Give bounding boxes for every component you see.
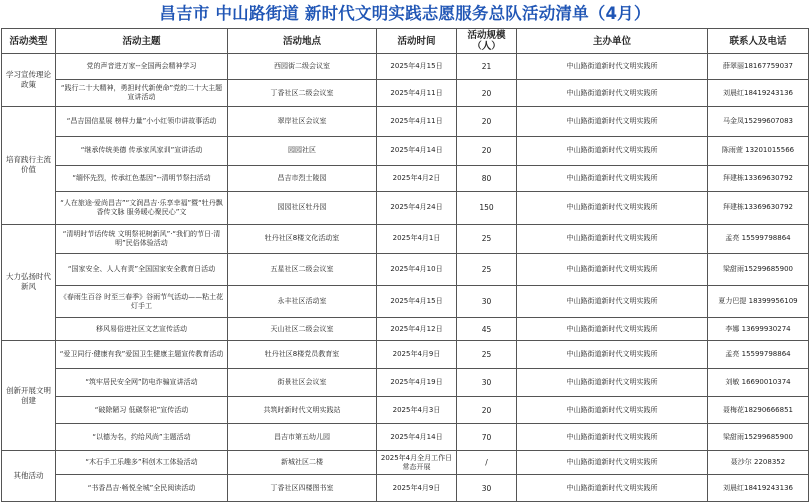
activity-place-cell: 园园社区 [228, 136, 377, 166]
activity-place-cell: 园园社区牡丹园 [228, 191, 377, 224]
table-row [2, 191, 809, 224]
activity-scale-cell: 45 [457, 318, 517, 341]
activity-scale-cell: 150 [457, 191, 517, 224]
table-header-row [2, 29, 809, 54]
header-organizer: 主办单位 [517, 29, 708, 54]
activity-place-cell: 翠岸社区会议室 [228, 106, 377, 136]
activity-scale-cell: 80 [457, 166, 517, 191]
activity-topic-cell: “木石手工乐趣多”科创木工体验活动 [56, 451, 228, 475]
activity-scale-cell: 20 [457, 106, 517, 136]
organizer-cell: 中山路街道新时代文明实践所 [517, 341, 708, 369]
activity-place-cell: 新城社区二楼 [228, 451, 377, 475]
organizer-cell: 中山路街道新时代文明实践所 [517, 368, 708, 397]
activity-time-cell: 2025年4月11日 [377, 80, 457, 106]
header-activity-topic: 活动主题 [56, 29, 228, 54]
activity-topic-cell: “清明时节话传统 文明祭祀树新风”·“我们的节日·清明”民俗体验活动 [56, 224, 228, 254]
contact-cell: 聂沙尔 2208352 [708, 451, 809, 475]
table-row [2, 224, 809, 254]
activity-scale-cell: 20 [457, 136, 517, 166]
header-contact: 联系人及电话 [708, 29, 809, 54]
activity-place-cell: 牡丹社区8楼党员教育室 [228, 341, 377, 369]
table-row [2, 451, 809, 475]
activity-place-cell: 丁香社区四楼图书室 [228, 475, 377, 502]
contact-cell: 拜建栋13369630792 [708, 191, 809, 224]
header-activity-time: 活动时间 [377, 29, 457, 54]
activity-time-cell: 2025年4月19日 [377, 368, 457, 397]
table-row [2, 254, 809, 286]
activity-scale-cell: / [457, 451, 517, 475]
activity-scale-cell: 30 [457, 368, 517, 397]
contact-cell: 刘晨红18419243136 [708, 80, 809, 106]
activity-time-cell: 2025年4月15日 [377, 286, 457, 318]
activity-time-cell: 2025年4月9日 [377, 475, 457, 502]
organizer-cell: 中山路街道新时代文明实践所 [517, 423, 708, 451]
organizer-cell: 中山路街道新时代文明实践所 [517, 166, 708, 191]
table-row [2, 423, 809, 451]
table-row [2, 368, 809, 397]
activity-place-cell: 五星社区二级会议室 [228, 254, 377, 286]
activity-scale-cell: 25 [457, 224, 517, 254]
activity-type-cell: 学习宣传理论政策 [2, 54, 56, 107]
table-body [2, 54, 809, 502]
activity-time-cell: 2025年4月11日 [377, 106, 457, 136]
organizer-cell: 中山路街道新时代文明实践所 [517, 136, 708, 166]
table-row [2, 341, 809, 369]
activity-type-cell: 培育践行主流价值 [2, 106, 56, 224]
contact-cell: 梁甜雨15299685900 [708, 423, 809, 451]
header-activity-place: 活动地点 [228, 29, 377, 54]
organizer-cell: 中山路街道新时代文明实践所 [517, 80, 708, 106]
contact-cell: 梁甜雨15299685900 [708, 254, 809, 286]
activity-topic-cell: “践行二十大精神，勇担时代新使命”党的二十大主题宣讲活动 [56, 80, 228, 106]
table-row [2, 166, 809, 191]
contact-cell: 孟亮 15599798864 [708, 341, 809, 369]
document-title: 昌吉市 中山路街道 新时代文明实践志愿服务总队活动清单（4月） [159, 4, 651, 23]
activity-topic-cell: “破除陋习 低碳祭祀”宣传活动 [56, 397, 228, 423]
activity-topic-cell: 《春雨生百谷 时至三春季》谷雨节气活动——粘土花灯手工 [56, 286, 228, 318]
organizer-cell: 中山路街道新时代文明实践所 [517, 451, 708, 475]
organizer-cell: 中山路街道新时代文明实践所 [517, 254, 708, 286]
organizer-cell: 中山路街道新时代文明实践所 [517, 224, 708, 254]
activity-type-cell: 其他活动 [2, 451, 56, 502]
activity-scale-cell: 20 [457, 80, 517, 106]
activity-scale-cell: 25 [457, 341, 517, 369]
activity-scale-cell: 30 [457, 475, 517, 502]
contact-cell: 聂梅花18290666851 [708, 397, 809, 423]
activity-time-cell: 2025年4月15日 [377, 54, 457, 80]
activity-topic-cell: “书香昌吉·畅悦全城”全民阅读活动 [56, 475, 228, 502]
table-row [2, 54, 809, 80]
contact-cell: 孟亮 15599798864 [708, 224, 809, 254]
activity-time-cell: 2025年4月14日 [377, 136, 457, 166]
organizer-cell: 中山路街道新时代文明实践所 [517, 286, 708, 318]
activity-place-cell: 昌吉市烈士陵园 [228, 166, 377, 191]
activity-place-cell: 牡丹社区8楼文化活动室 [228, 224, 377, 254]
contact-cell: 马金凤15299607083 [708, 106, 809, 136]
activity-scale-cell: 20 [457, 397, 517, 423]
activity-scale-cell: 21 [457, 54, 517, 80]
table-row [2, 475, 809, 502]
activity-scale-cell: 25 [457, 254, 517, 286]
contact-cell: 陈雨萱 13201015566 [708, 136, 809, 166]
table-row [2, 286, 809, 318]
activity-time-cell: 2025年4月1日 [377, 224, 457, 254]
activity-topic-cell: “筑牢居民安全网”防电诈骗宣讲活动 [56, 368, 228, 397]
header-activity-type: 活动类型 [2, 29, 56, 54]
table-row [2, 318, 809, 341]
activity-time-cell: 2025年4月全月工作日常态开展 [377, 451, 457, 475]
activity-time-cell: 2025年4月14日 [377, 423, 457, 451]
activity-time-cell: 2025年4月12日 [377, 318, 457, 341]
activity-topic-cell: “国家安全、人人有责”全国国家安全教育日活动 [56, 254, 228, 286]
table-row [2, 136, 809, 166]
activity-type-cell: 创新开展文明创建 [2, 341, 56, 451]
activity-type-cell: 大力弘扬时代新风 [2, 224, 56, 341]
organizer-cell: 中山路街道新时代文明实践所 [517, 475, 708, 502]
header-activity-scale: 活动规模（人） [457, 29, 517, 54]
activity-topic-cell: “昌吉国信星展 榜样力量”小小红领巾讲故事活动 [56, 106, 228, 136]
contact-cell: 拜建栋13369630792 [708, 166, 809, 191]
activity-topic-cell: 移风易俗进社区文艺宣传活动 [56, 318, 228, 341]
activity-time-cell: 2025年4月3日 [377, 397, 457, 423]
activity-topic-cell: “继承传统美德 传承家风家训”宣讲活动 [56, 136, 228, 166]
activity-place-cell: 丁香社区二级会议室 [228, 80, 377, 106]
table-row [2, 106, 809, 136]
organizer-cell: 中山路街道新时代文明实践所 [517, 397, 708, 423]
organizer-cell: 中山路街道新时代文明实践所 [517, 106, 708, 136]
activity-scale-cell: 70 [457, 423, 517, 451]
activity-scale-cell: 30 [457, 286, 517, 318]
organizer-cell: 中山路街道新时代文明实践所 [517, 318, 708, 341]
activity-table [1, 28, 809, 502]
contact-cell: 薛翠丽18167759037 [708, 54, 809, 80]
contact-cell: 李娜 13699930274 [708, 318, 809, 341]
activity-topic-cell: “人在旅途·爱尚昌吉”“文润昌吉·乐享幸福”暨“牡丹飘香传文脉 服务暖心聚民心”文 [56, 191, 228, 224]
contact-cell: 夏力巴提 18399956109 [708, 286, 809, 318]
organizer-cell: 中山路街道新时代文明实践所 [517, 191, 708, 224]
activity-topic-cell: 党的声音进万家--全国两会精神学习 [56, 54, 228, 80]
activity-topic-cell: “以德为名，约给风尚”主题活动 [56, 423, 228, 451]
activity-topic-cell: “缅怀先烈，传承红色基因”--清明节祭扫活动 [56, 166, 228, 191]
activity-place-cell: 天山社区二级会议室 [228, 318, 377, 341]
activity-place-cell: 永丰社区活动室 [228, 286, 377, 318]
activity-place-cell: 昌吉市第五幼儿园 [228, 423, 377, 451]
organizer-cell: 中山路街道新时代文明实践所 [517, 54, 708, 80]
activity-place-cell: 共筑时新时代文明实践站 [228, 397, 377, 423]
contact-cell: 刘敏 16690010374 [708, 368, 809, 397]
contact-cell: 刘晨红18419243136 [708, 475, 809, 502]
activity-place-cell: 西园街二级会议室 [228, 54, 377, 80]
activity-time-cell: 2025年4月2日 [377, 166, 457, 191]
activity-time-cell: 2025年4月9日 [377, 341, 457, 369]
activity-topic-cell: “爱卫同行·健康有我”爱国卫生健康主题宣传教育活动 [56, 341, 228, 369]
table-row [2, 397, 809, 423]
activity-time-cell: 2025年4月24日 [377, 191, 457, 224]
activity-place-cell: 街景社区会议室 [228, 368, 377, 397]
table-row [2, 80, 809, 106]
activity-time-cell: 2025年4月10日 [377, 254, 457, 286]
